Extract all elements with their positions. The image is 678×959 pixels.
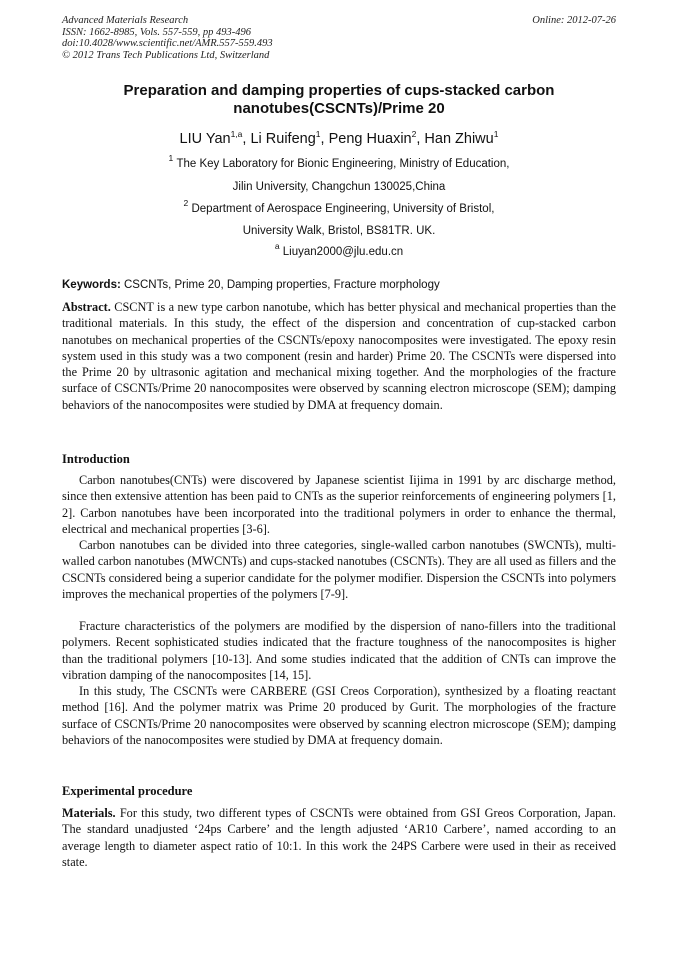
paper-title [62, 82, 616, 118]
author-list [62, 130, 616, 148]
author-affiliation-mark: 1,a [230, 129, 243, 139]
journal-name: Advanced Materials Research [62, 15, 189, 26]
materials-label: Materials. [62, 806, 116, 820]
title-line-2: nanotubes(CSCNTs)/Prime 20 [233, 100, 445, 117]
author-affiliation-mark: 2 [411, 129, 417, 139]
intro-paragraph-3: Fracture characteristics of the polymers are modified by the dispersion of nano-fillers into the traditional polymers. Recent sophisticated studies indicated that the fracture toughness of the nanocomposites is higher than the traditional polymers [10-13]. And some studies indicated that the addition of CNTs can improve the vibration damping of the nanocomposites [14, 15]. [62, 619, 616, 682]
affiliation-2-line-1 [62, 198, 616, 216]
section-heading-experimental: Experimental procedure [62, 784, 193, 798]
email-mark: a [274, 241, 280, 251]
title-line-1: Preparation and damping properties of cups-stacked carbon [123, 82, 555, 99]
keywords-label: Keywords: [62, 279, 121, 291]
materials-paragraph [62, 805, 616, 870]
intro-paragraph-4: In this study, The CSCNTs were CARBERE (GSI Creos Corporation), synthesized by a floating reactant method [16]. And the polymer matrix was Prime 20 produced by Gurit. The morphologies of the fracture surface of CSCNTs/Prime 20 nanocomposites were observed by scanning electron microscope (SEM); damping behaviors of the nanocomposites were studied by DMA at frequency domain. [62, 684, 616, 747]
affiliation-text: The Key Laboratory for Bionic Engineering, Ministry of Education, [176, 158, 510, 170]
affiliation-mark: 1 [168, 153, 174, 163]
abstract [62, 299, 616, 413]
affiliation-1-line-1 [62, 153, 616, 171]
author-name: Li Ruifeng [250, 131, 316, 147]
affiliation-mark: 2 [183, 198, 189, 208]
affiliation-text: Department of Aerospace Engineering, University of Bristol, [191, 203, 495, 215]
author-affiliation-mark: 1 [315, 129, 321, 139]
author-name: LIU Yan [179, 131, 231, 147]
abstract-text: CSCNT is a new type carbon nanotube, which has better physical and mechanical properties than the traditional materials. In this study, the effect of the dispersion and concentration of cup-stacked carbon nanotubes on mechanical properties of the CSCNTs/epoxy nanocomposites were investigated. The epoxy resin system used in this study was a two component (resin and harder) Prime 20. The CSCNTs were dispersed into the Prime 20 by ultrasonic agitation and mechanical mixing together. And the morphologies of the fracture surface of CSCNTs/Prime 20 nanocomposites were observed by scanning electron microscope (SEM); damping behaviors of the nanocomposites were studied by DMA at frequency domain. [62, 300, 617, 412]
affiliation-1-line-2: Jilin University, Changchun 130025,China [232, 181, 446, 193]
intro-paragraph-1: Carbon nanotubes(CNTs) were discovered by Japanese scientist Iijima in 1991 by arc discharge method, since then extensive attention has been paid to CNTs as the superior reinforcements of engineering polymers [1, 2]. Carbon nanotubes have been incorporated into the traditional polymers in order to enhance the thermal, electrical and mechanical properties [3-6]. [62, 473, 616, 536]
abstract-label: Abstract. [62, 300, 111, 314]
intro-paragraph-2: Carbon nanotubes can be divided into three categories, single-walled carbon nanotubes (SWCNTs), multi-walled carbon nanotubes (MWCNTs) and cups-stacked nanotubes (CSCNTs). They are all used as fillers and the CSCNTs considered being a superior candidate for the polymer modifier. Dispersion the CSCNTs into polymers improves the mechanical properties of the polymers [7-9]. [62, 538, 616, 601]
email-address: Liuyan2000@jlu.edu.cn [282, 246, 404, 258]
online-date: Online: 2012-07-26 [532, 15, 616, 26]
materials-text: For this study, two different types of CSCNTs were obtained from GSI Greos Corporation, Japan. The standard unadjusted ‘24ps Carbere’ and the length adjusted ‘AR10 Carbere’, named according to an average length to diameter aspect ratio of 10:1. In this work the 24PS Carbere were used in their as received state. [62, 806, 616, 869]
section-heading-introduction: Introduction [62, 452, 130, 466]
author-name: Han Zhiwu [424, 131, 494, 147]
doi-line: doi:10.4028/www.scientific.net/AMR.557-559.493 [62, 38, 273, 49]
author-email [62, 241, 616, 259]
copyright-line: © 2012 Trans Tech Publications Ltd, Switzerland [62, 49, 270, 61]
keywords-text: CSCNTs, Prime 20, Damping properties, Fracture morphology [124, 279, 440, 291]
author-separator: , [242, 131, 251, 147]
issn-line: ISSN: 1662-8985, Vols. 557-559, pp 493-496 [62, 26, 251, 38]
author-separator: , [320, 131, 329, 147]
journal-header [62, 15, 616, 61]
author-name: Peng Huaxin [328, 131, 412, 147]
author-separator: , [416, 131, 425, 147]
affiliation-2-line-2: University Walk, Bristol, BS81TR. UK. [242, 225, 436, 237]
keywords [62, 278, 616, 292]
author-affiliation-mark: 1 [493, 129, 499, 139]
